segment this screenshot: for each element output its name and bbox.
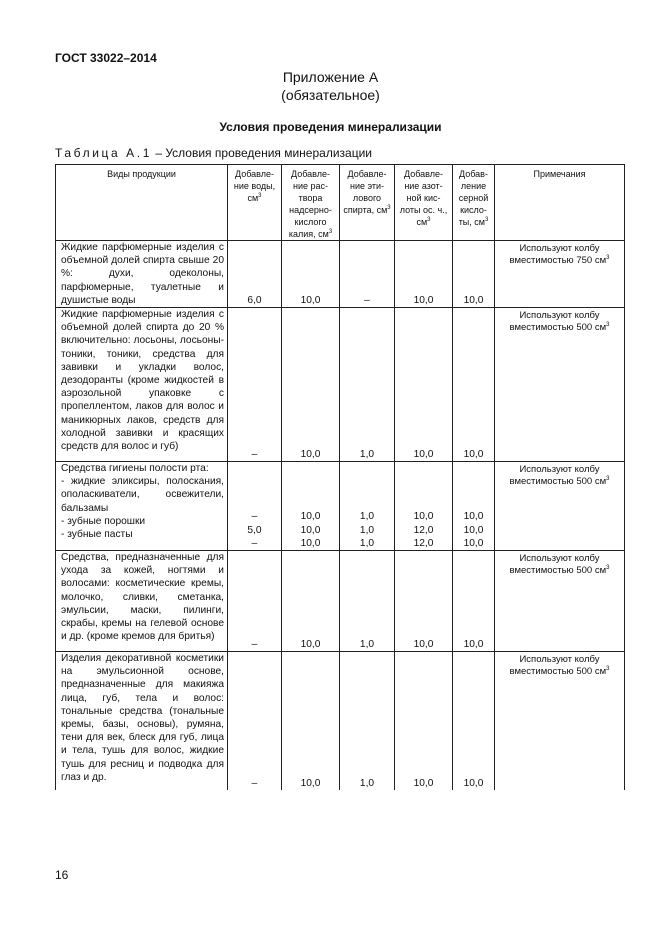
table-row xyxy=(56,551,625,652)
ethanol-cell: 1,0 1,0 1,0 xyxy=(340,462,395,551)
persulfate-cell: 10,0 xyxy=(282,551,340,652)
appendix-status: (обязательное) xyxy=(281,87,380,103)
col-header-persulfate: Добавле-ние рас-твора надсерно-кислого калия, $см^3$ xyxy=(282,165,340,241)
appendix-title: Приложение А xyxy=(282,69,379,85)
table-row xyxy=(56,652,625,791)
ethanol-cell: 1,0 xyxy=(340,308,395,462)
table-row xyxy=(56,241,625,308)
persulfate-cell: 10,0 xyxy=(282,308,340,462)
section-subtitle: Условия проведения минерализации xyxy=(219,120,442,134)
product-cell xyxy=(56,462,228,551)
col-header-nitric: Добавле-ние азот-ной кис-лоты ос. ч., $см^3$ xyxy=(395,165,453,241)
sulfuric-cell: 10,0 xyxy=(453,551,495,652)
product-heading: Средства гигиены полости рта: xyxy=(61,463,209,475)
water-cell: – xyxy=(228,551,282,652)
note-cell: Используют колбу вместимостью 750 $см^3$ xyxy=(495,241,625,308)
product-subitem: - зубные пасты xyxy=(61,529,133,541)
water-cell: 6,0 xyxy=(228,241,282,308)
product-subitem: - зубные порошки xyxy=(61,515,146,527)
sulfuric-cell: 10,0 xyxy=(453,308,495,462)
table-caption-label: Таблица А.1 xyxy=(55,146,152,160)
col-header-ethanol: Добавле-ние эти-лового спирта, $см^3$ xyxy=(340,165,395,241)
col-header-notes: Примечания xyxy=(495,165,625,241)
page-number: 16 xyxy=(55,868,69,882)
product-cell: Жидкие парфюмерные изделия с объемной долей спирта свыше 20 %: духи, одеколоны, парфюмерные, туалетные и душистые воды xyxy=(56,241,228,308)
table-caption-text: – Условия проведения минерализации xyxy=(155,146,372,160)
ethanol-cell: – xyxy=(340,241,395,308)
document-header: ГОСТ 33022–2014 xyxy=(55,51,157,65)
product-cell: Жидкие парфюмерные изделия с объемной долей спирта до 20 % включительно: лосьоны, лосьоны-тоники, тоники, средства для завивки и укладки волос, дезодоранты (кроме жидкостей в аэрозольной упаковке с пропеллентом, лаков для волос и маникюрных лаков, средств для холодной завивки и красящих средств для волос и губ) xyxy=(56,308,228,462)
sulfuric-cell: 10,0 xyxy=(453,241,495,308)
note-cell: Используют колбу вместимостью 500 $см^3$ xyxy=(495,652,625,791)
ethanol-cell: 1,0 xyxy=(340,551,395,652)
mineralization-table xyxy=(55,164,625,790)
persulfate-cell: 10,0 xyxy=(282,241,340,308)
water-cell: – 5,0 – xyxy=(228,462,282,551)
note-cell: Используют колбу вместимостью 500 $см^3$ xyxy=(495,308,625,462)
water-cell: – xyxy=(228,652,282,791)
persulfate-cell: 10,0 xyxy=(282,652,340,791)
table-caption xyxy=(55,146,372,160)
sulfuric-cell: 10,0 10,0 10,0 xyxy=(453,462,495,551)
nitric-cell: 10,0 12,0 12,0 xyxy=(395,462,453,551)
col-header-water: Добавле-ние воды, $см^3$ xyxy=(228,165,282,241)
water-cell: – xyxy=(228,308,282,462)
table-row xyxy=(56,308,625,462)
table-header-row xyxy=(56,165,625,241)
product-cell: Средства, предназначенные для ухода за кожей, ногтями и волосами: косметические кремы, молочко, сливки, сметанка, эмульсии, маски, пилинги, скрабы, кремы на гелевой основе и др. (кроме кремов для бритья) xyxy=(56,551,228,652)
table-row xyxy=(56,462,625,551)
nitric-cell: 10,0 xyxy=(395,308,453,462)
col-header-product: Виды продукции xyxy=(56,165,228,241)
product-cell: Изделия декоративной косметики на эмульсионной основе, предназначенные для макияжа лица, губ, тела и волос: тональные средства (тональные кремы, базы, основы), румяна, тени для век, блеск для губ, лица и тела, тушь для волос, жидкие тушь для ресниц и подводка для глаз и др. xyxy=(56,652,228,791)
persulfate-cell: 10,0 10,0 10,0 xyxy=(282,462,340,551)
nitric-cell: 10,0 xyxy=(395,551,453,652)
product-subitem: - жидкие эликсиры, полоскания, ополаскиватели, освежители, бальзамы xyxy=(61,476,224,514)
col-header-sulfuric: Добав-ление серной кисло-ты, $см^3$ xyxy=(453,165,495,241)
nitric-cell: 10,0 xyxy=(395,652,453,791)
note-cell: Используют колбу вместимостью 500 $см^3$ xyxy=(495,551,625,652)
appendix-heading xyxy=(0,68,661,104)
ethanol-cell: 1,0 xyxy=(340,652,395,791)
note-cell: Используют колбу вместимостью 500 $см^3$ xyxy=(495,462,625,551)
sulfuric-cell: 10,0 xyxy=(453,652,495,791)
nitric-cell: 10,0 xyxy=(395,241,453,308)
